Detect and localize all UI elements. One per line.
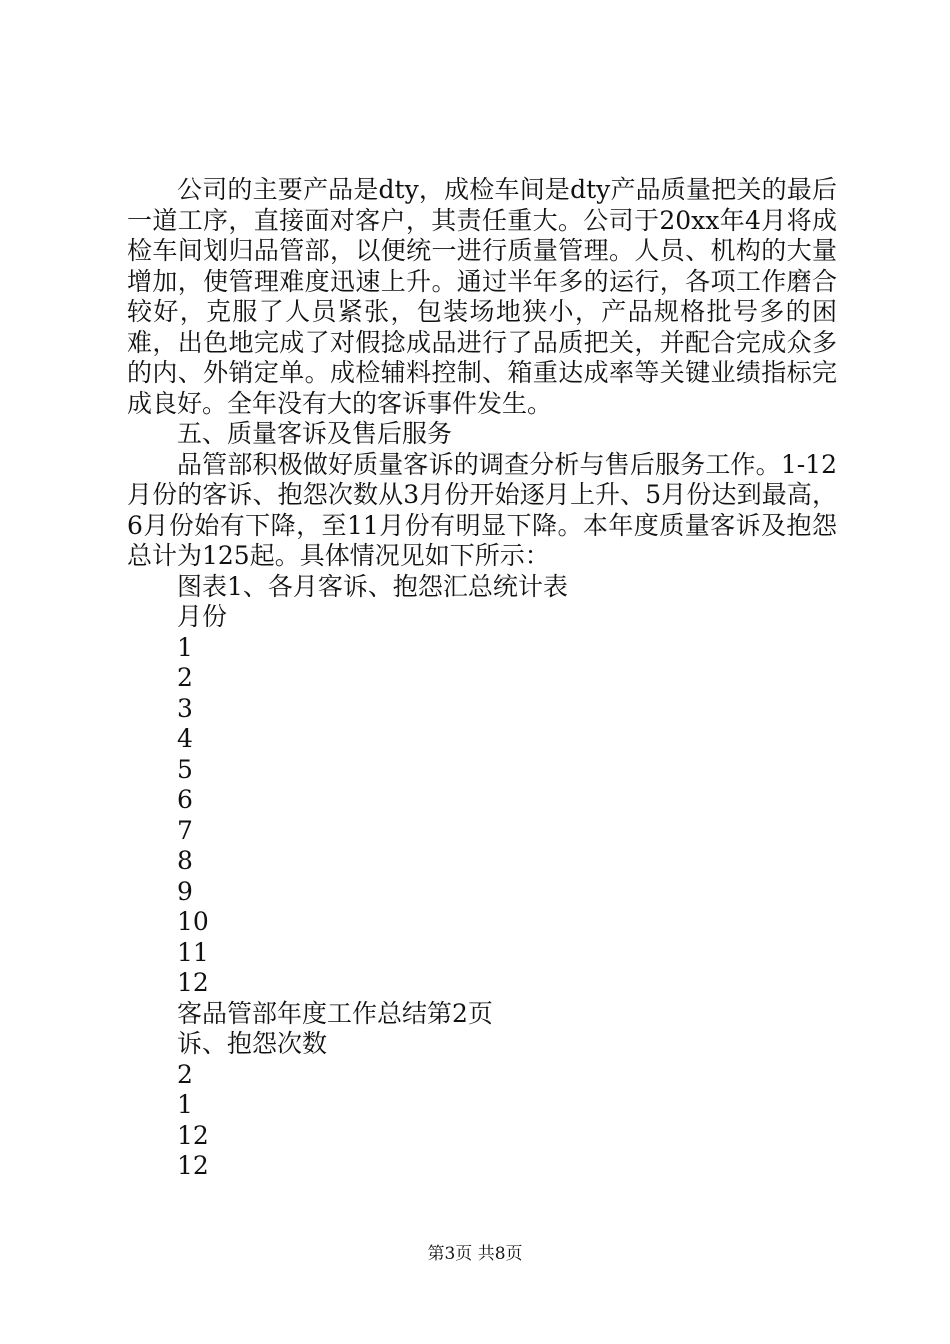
month-value: 3 — [177, 693, 193, 723]
interrupt-line: 客品管部年度工作总结第2页 — [177, 998, 493, 1028]
count-value: 2 — [177, 1059, 193, 1089]
count-value: 12 — [177, 1120, 209, 1150]
month-value: 7 — [177, 815, 193, 845]
month-value: 5 — [177, 754, 193, 784]
count-value: 12 — [177, 1151, 209, 1180]
body-text — [127, 175, 837, 1182]
paragraph-complaints-summary: 品管部积极做好质量客诉的调查分析与售后服务工作。1-12月份的客诉、抱怨次数从3月份开始逐月上升、5月份达到最高，6月份始有下降，至11月份有明显下降。本年度质量客诉及抱怨总计为125起。具体情况见如下所示： — [127, 449, 837, 570]
page-number-label: 第3页 共8页 — [427, 1244, 523, 1264]
month-value: 10 — [177, 907, 209, 936]
month-value: 8 — [177, 846, 193, 875]
month-value: 9 — [177, 876, 193, 906]
table-caption: 图表1、各月客诉、抱怨汇总统计表 — [177, 571, 568, 601]
month-value: 2 — [177, 663, 193, 692]
month-value: 6 — [177, 785, 193, 814]
paragraph-product-inspection: 公司的主要产品是dty，成检车间是dty产品质量把关的最后一道工序，直接面对客户，其责任重大。公司于20xx年4月将成检车间划归品管部，以便统一进行质量管理。人员、机构的大量增加，使管理难度迅速上升。通过半年多的运行，各项工作磨合较好，克服了人员紧张，包装场地狭小，产品规格批号多的困难，出色地完成了对假捻成品进行了品质把关，并配合完成众多的内、外销定单。成检辅料控制、箱重达成率等关键业绩指标完成良好。全年没有大的客诉事件发生。 — [127, 175, 837, 418]
month-value: 12 — [177, 968, 209, 997]
section-heading-complaints: 五、质量客诉及售后服务 — [177, 419, 453, 448]
count-value: 1 — [177, 1090, 193, 1119]
month-column-header: 月份 — [177, 602, 228, 631]
month-value: 11 — [177, 937, 209, 967]
month-value: 4 — [177, 724, 193, 753]
page-footer — [0, 1243, 950, 1265]
month-list — [127, 633, 837, 999]
count-list — [127, 1060, 837, 1182]
month-value: 1 — [177, 632, 193, 662]
count-column-header: 诉、抱怨次数 — [177, 1029, 328, 1058]
